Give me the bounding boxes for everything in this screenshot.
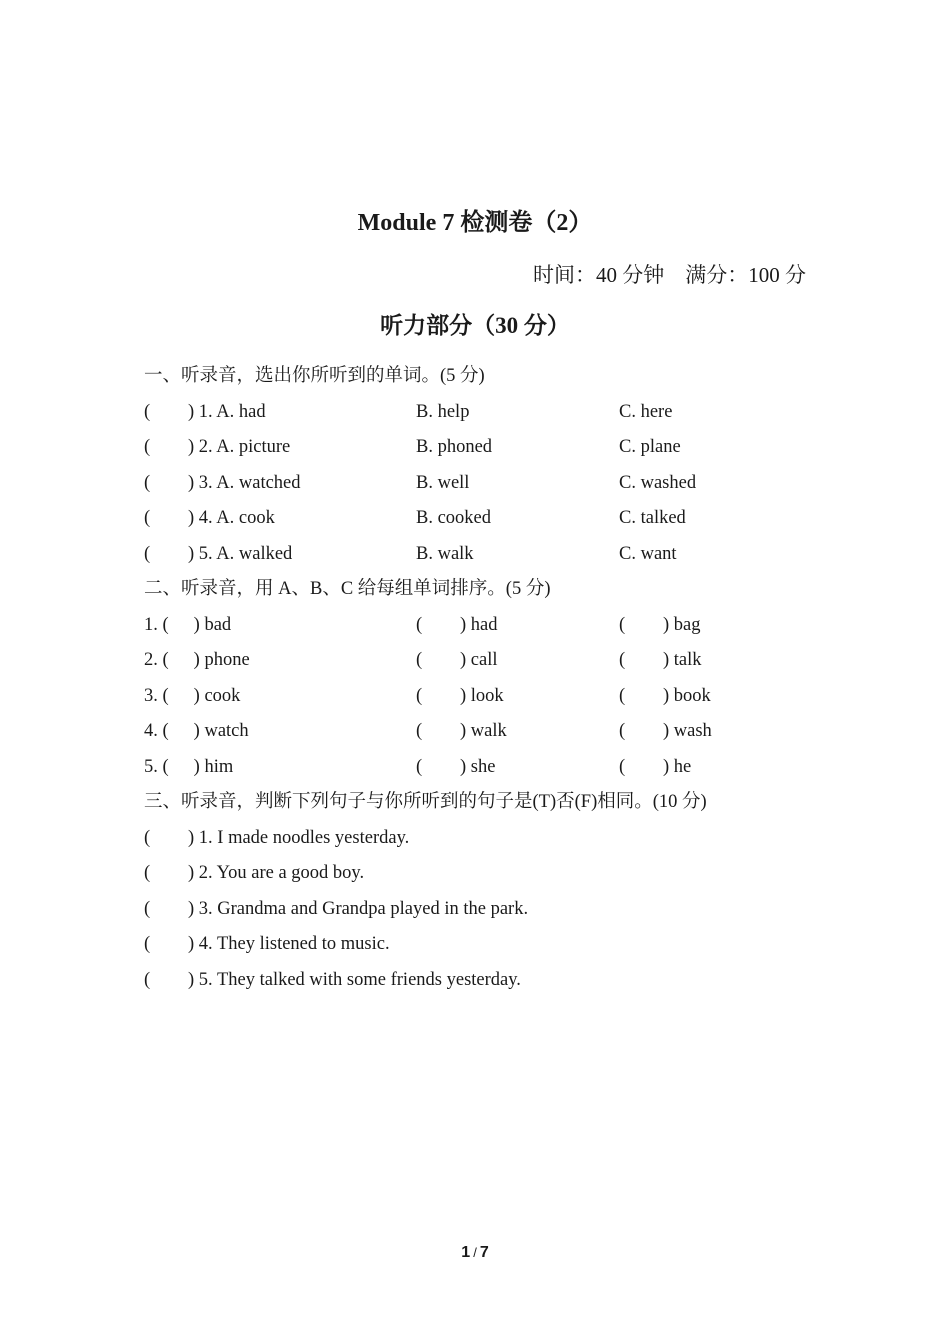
option-b: B. cooked xyxy=(416,508,492,528)
word-c: ) book xyxy=(663,686,711,706)
section3-heading: 三、听录音，判断下列句子与你所听到的句子是(T)否(F)相同。(10 分) xyxy=(144,792,707,812)
group-number[interactable]: 2. ( xyxy=(144,650,169,670)
word-b: ) she xyxy=(460,757,496,777)
answer-blank[interactable]: ( xyxy=(619,686,626,706)
section2-group xyxy=(144,682,844,710)
sentence-text: ) 1. I made noodles yesterday. xyxy=(188,828,410,848)
answer-blank[interactable]: ( xyxy=(144,402,151,422)
page-current: 1 xyxy=(461,1244,471,1261)
section3-sentence xyxy=(144,930,390,958)
word-b: ) walk xyxy=(460,721,507,741)
section2-group xyxy=(144,646,844,674)
answer-blank[interactable]: ( xyxy=(416,757,423,777)
option-b: B. phoned xyxy=(416,437,493,457)
answer-blank[interactable]: ( xyxy=(144,828,151,848)
answer-blank[interactable]: ( xyxy=(416,615,423,635)
section2-heading: 二、听录音，用 A、B、C 给每组单词排序。(5 分) xyxy=(144,579,551,599)
option-b: B. well xyxy=(416,473,470,493)
word-a: ) bad xyxy=(193,615,232,635)
section1-question xyxy=(144,540,844,568)
section1-question xyxy=(144,504,844,532)
section1-question xyxy=(144,398,844,426)
answer-blank[interactable]: ( xyxy=(144,473,151,493)
answer-blank[interactable]: ( xyxy=(416,721,423,741)
option-c: C. plane xyxy=(619,437,681,457)
word-a: ) him xyxy=(193,757,234,777)
answer-blank[interactable]: ( xyxy=(144,899,151,919)
section1-question xyxy=(144,433,844,461)
section1-question xyxy=(144,469,844,497)
option-a: ) 1. A. had xyxy=(188,402,266,422)
time-score-info: 时间：40 分钟 满分：100 分 xyxy=(533,263,806,287)
word-c: ) talk xyxy=(663,650,702,670)
section1-heading: 一、听录音，选出你所听到的单词。(5 分) xyxy=(144,366,485,386)
word-a: ) phone xyxy=(193,650,250,670)
page-separator: / xyxy=(473,1245,477,1260)
answer-blank[interactable]: ( xyxy=(416,686,423,706)
word-c: ) bag xyxy=(663,615,701,635)
group-number[interactable]: 1. ( xyxy=(144,615,169,635)
part-title: 听力部分（30 分） xyxy=(380,313,570,338)
answer-blank[interactable]: ( xyxy=(416,650,423,670)
page-total: 7 xyxy=(479,1244,489,1261)
sentence-text: ) 5. They talked with some friends yesterday. xyxy=(188,970,521,990)
page-title: Module 7 检测卷（2） xyxy=(357,210,593,236)
page-number xyxy=(0,1242,950,1264)
option-a: ) 3. A. watched xyxy=(188,473,301,493)
option-c: C. want xyxy=(619,544,677,564)
word-a: ) watch xyxy=(193,721,249,741)
answer-blank[interactable]: ( xyxy=(144,934,151,954)
option-a: ) 5. A. walked xyxy=(188,544,293,564)
sentence-text: ) 2. You are a good boy. xyxy=(188,863,365,883)
answer-blank[interactable]: ( xyxy=(619,721,626,741)
answer-blank[interactable]: ( xyxy=(619,650,626,670)
section3-sentence xyxy=(144,966,521,994)
answer-blank[interactable]: ( xyxy=(144,508,151,528)
section2-group xyxy=(144,611,844,639)
option-c: C. washed xyxy=(619,473,697,493)
group-number[interactable]: 3. ( xyxy=(144,686,169,706)
answer-blank[interactable]: ( xyxy=(619,615,626,635)
word-b: ) look xyxy=(460,686,504,706)
section2-group xyxy=(144,753,844,781)
option-a: ) 2. A. picture xyxy=(188,437,291,457)
section3-sentence xyxy=(144,895,528,923)
option-c: C. talked xyxy=(619,508,686,528)
option-c: C. here xyxy=(619,402,673,422)
answer-blank[interactable]: ( xyxy=(144,863,151,883)
word-c: ) he xyxy=(663,757,692,777)
word-c: ) wash xyxy=(663,721,712,741)
group-number[interactable]: 5. ( xyxy=(144,757,169,777)
word-b: ) call xyxy=(460,650,498,670)
sentence-text: ) 4. They listened to music. xyxy=(188,934,390,954)
answer-blank[interactable]: ( xyxy=(619,757,626,777)
option-b: B. walk xyxy=(416,544,474,564)
answer-blank[interactable]: ( xyxy=(144,970,151,990)
section2-group xyxy=(144,717,844,745)
section3-sentence xyxy=(144,859,364,887)
answer-blank[interactable]: ( xyxy=(144,437,151,457)
group-number[interactable]: 4. ( xyxy=(144,721,169,741)
word-a: ) cook xyxy=(193,686,241,706)
sentence-text: ) 3. Grandma and Grandpa played in the park. xyxy=(188,899,529,919)
section3-sentence xyxy=(144,824,409,852)
answer-blank[interactable]: ( xyxy=(144,544,151,564)
word-b: ) had xyxy=(460,615,498,635)
option-a: ) 4. A. cook xyxy=(188,508,275,528)
option-b: B. help xyxy=(416,402,470,422)
